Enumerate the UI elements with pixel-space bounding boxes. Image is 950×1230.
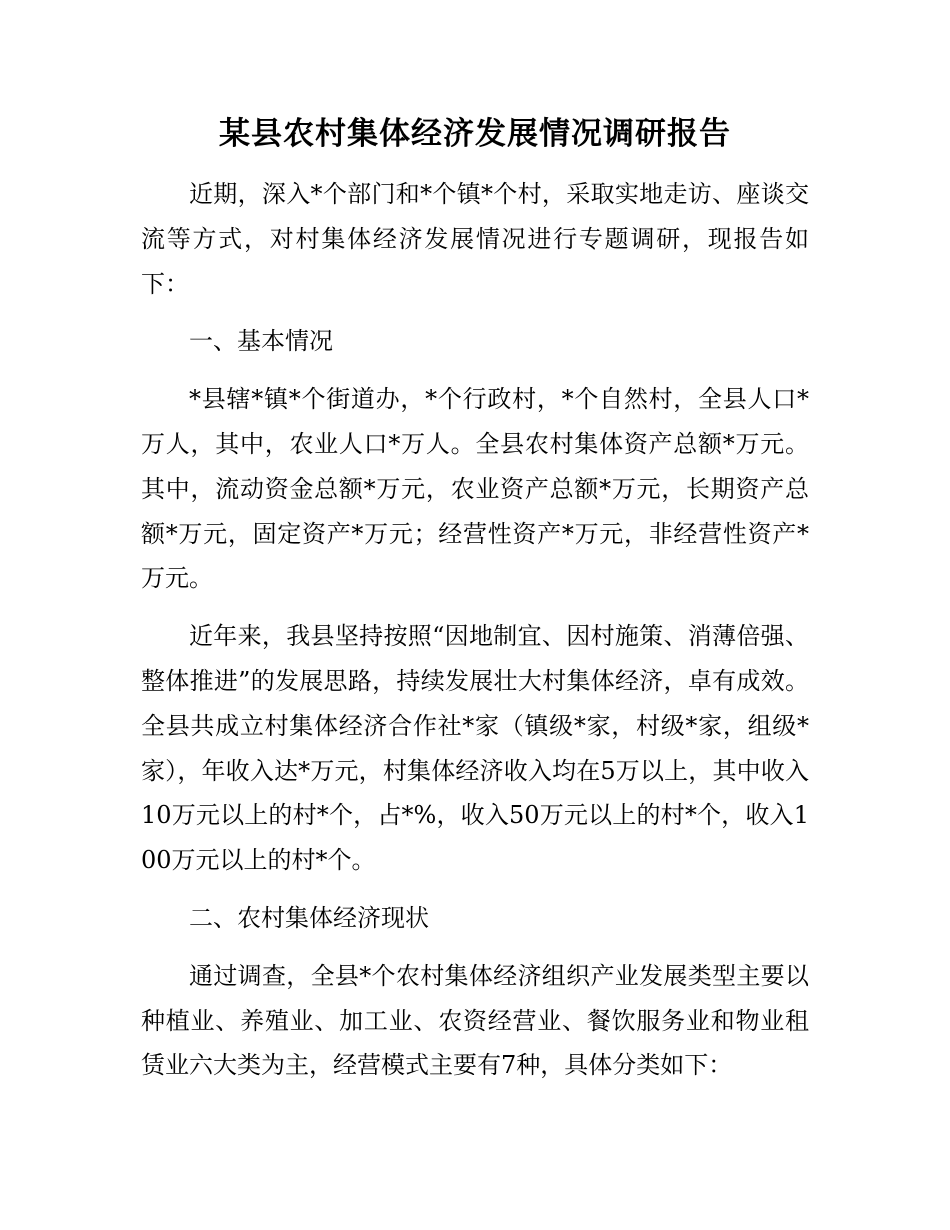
recent-years-paragraph: 近年来，我县坚持按照“因地制宜、因村施策、消薄倍强、整体推进”的发展思路，持续发展壮大村集体经济，卓有成效。全县共成立村集体经济合作社*家（镇级*家，村级*家，组级*家），年收入达*万元，村集体经济收入均在5万以上，其中收入10万元以上的村*个，占*%，收入50万元以上的村*个，收入100万元以上的村*个。 — [141, 622, 809, 875]
basic-situation-paragraph: *县辖*镇*个街道办，*个行政村，*个自然村，全县人口*万人，其中，农业人口*万人。全县农村集体资产总额*万元。其中，流动资金总额*万元，农业资产总额*万元，长期资产总额*万元，固定资产*万元；经营性资产*万元，非经营性资产*万元。 — [141, 385, 809, 593]
document-body — [141, 172, 809, 1101]
section-heading-basic-situation: 一、基本情况 — [189, 327, 333, 356]
current-status-paragraph: 通过调查，全县*个农村集体经济组织产业发展类型主要以种植业、养殖业、加工业、农资经营业、餐饮服务业和物业租赁业六大类为主，经营模式主要有7种，具体分类如下： — [141, 961, 809, 1080]
intro-paragraph: 近期，深入*个部门和*个镇*个村，采取实地走访、座谈交流等方式，对村集体经济发展情况进行专题调研，现报告如下： — [141, 180, 809, 298]
document-title: 某县农村集体经济发展情况调研报告 — [219, 116, 731, 152]
section-heading-current-status: 二、农村集体经济现状 — [189, 903, 429, 932]
